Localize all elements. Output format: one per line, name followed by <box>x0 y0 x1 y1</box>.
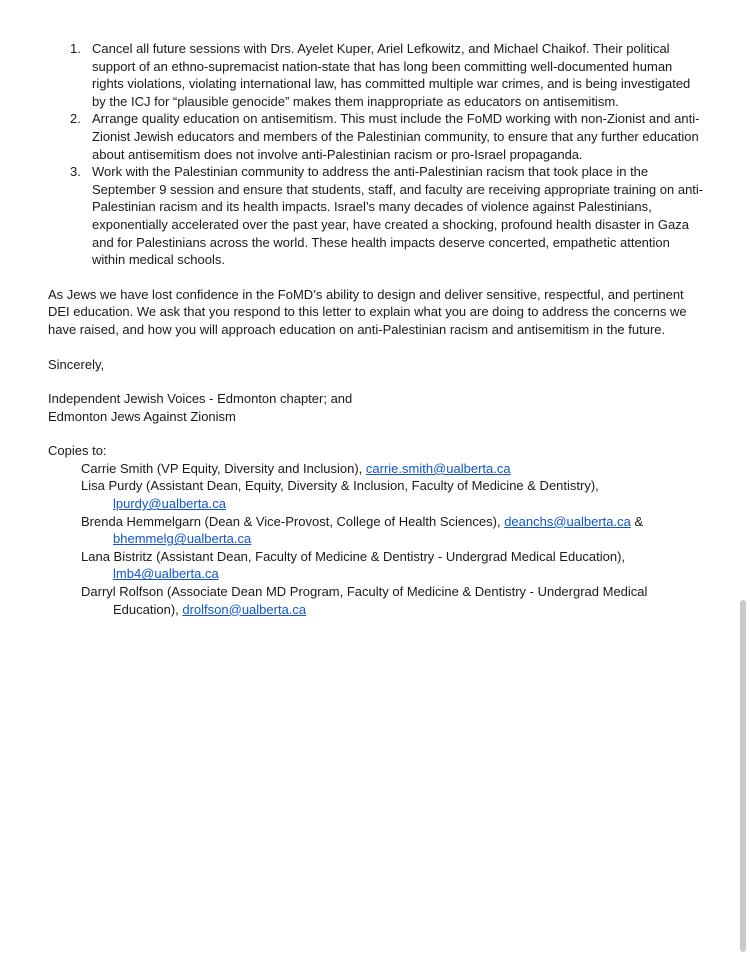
demand-text: Arrange quality education on antisemitism. This must include the FoMD working with non-Zionist and anti-Zionist Jewish educators and members of the Palestinian community, to ensure that any further education about antisemitism does not involve anti-Palestinian racism or pro-Israel propaganda. <box>92 111 700 162</box>
email-separator: & <box>630 513 644 529</box>
copy-recipient <box>48 477 706 512</box>
demand-item-3 <box>48 163 706 269</box>
copies-list <box>48 460 706 618</box>
signer-line: Independent Jewish Voices - Edmonton chapter; and <box>48 391 353 407</box>
recipient-name: Lisa Purdy (Assistant Dean, Equity, Diversity & Inclusion, Faculty of Medicine & Dentistry), <box>81 478 599 494</box>
demand-item-2 <box>48 110 706 163</box>
copy-recipient <box>48 548 706 583</box>
copy-recipient <box>48 513 706 548</box>
copy-recipient <box>48 460 706 478</box>
copies-label: Copies to: <box>48 443 107 459</box>
letter-body <box>48 40 706 618</box>
recipient-name: Brenda Hemmelgarn (Dean & Vice-Provost, College of Health Sciences), <box>81 513 505 529</box>
email-link[interactable]: carrie.smith@ualberta.ca <box>365 460 511 476</box>
email-link-secondary[interactable]: bhemmelg@ualberta.ca <box>113 531 252 547</box>
copy-recipient <box>48 583 706 618</box>
demands-list <box>48 40 706 269</box>
signer-line: Edmonton Jews Against Zionism <box>48 408 236 424</box>
email-link[interactable]: lpurdy@ualberta.ca <box>113 496 226 512</box>
recipient-name: Darryl Rolfson (Associate Dean MD Program, Faculty of Medicine & Dentistry - Undergrad Medical Education), <box>81 584 648 617</box>
body-paragraph: As Jews we have lost confidence in the FoMD’s ability to design and deliver sensitive, respectful, and pertinent DEI education. We ask that you respond to this letter to explain what you are doing to address the concerns we have raised, and how you will approach education on anti-Palestinian racism and antisemitism in the future. <box>48 286 687 337</box>
demand-item-1 <box>48 40 706 110</box>
email-link[interactable]: drolfson@ualberta.ca <box>182 601 307 617</box>
recipient-name: Carrie Smith (VP Equity, Diversity and Inclusion), <box>81 460 366 476</box>
vertical-scrollbar-thumb[interactable] <box>740 600 746 952</box>
demand-text: Cancel all future sessions with Drs. Ayelet Kuper, Ariel Lefkowitz, and Michael Chaikof. Their political support of an ethno-supremacist nation-state that has long been committing well-documented human rights violations, violating international law, has committed multiple war crimes, and is being investigated by the ICJ for “plausible genocide” makes them inappropriate as educators on antisemitism. <box>92 41 691 109</box>
email-link[interactable]: deanchs@ualberta.ca <box>504 513 631 529</box>
recipient-name: Lana Bistritz (Assistant Dean, Faculty of Medicine & Dentistry - Undergrad Medical Education), <box>81 548 626 564</box>
demand-text: Work with the Palestinian community to address the anti-Palestinian racism that took place in the September 9 session and ensure that students, staff, and faculty are receiving appropriate training on anti-Palestinian racism and its health impacts. Israel’s many decades of violence against Palestinians, exponentially accelerated over the past year, have created a shocking, profound health disaster in Gaza and for Palestinians across the world. These health impacts deserve concerted, empathetic attention within medical schools. <box>92 164 704 268</box>
demand-number: 2. <box>70 111 81 127</box>
demand-number: 1. <box>70 41 81 56</box>
signers <box>48 390 706 425</box>
email-link[interactable]: lmb4@ualberta.ca <box>113 566 219 582</box>
demand-number: 3. <box>70 164 81 180</box>
closing: Sincerely, <box>48 356 105 372</box>
